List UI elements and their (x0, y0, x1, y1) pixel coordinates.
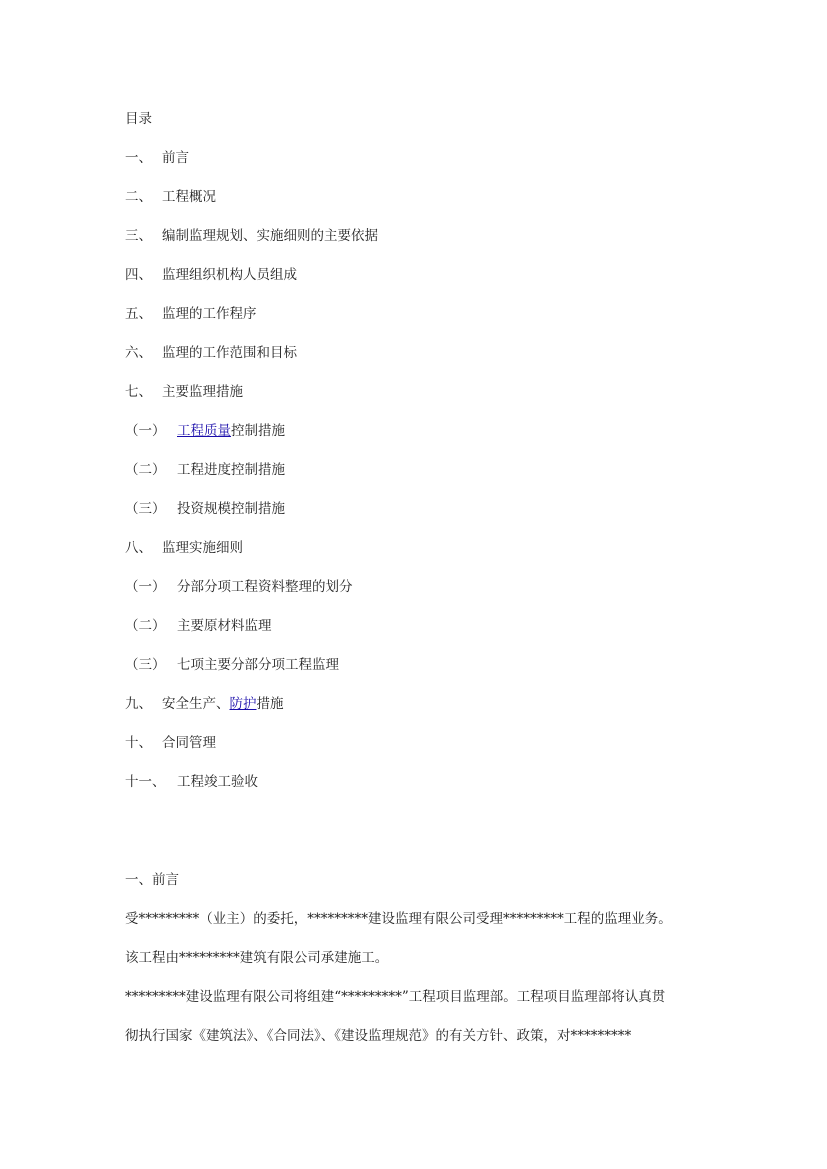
toc-item-text: 工程竣工验收 (177, 774, 258, 790)
toc-item-text: 监理的工作范围和目标 (162, 345, 297, 361)
paragraph-line: *********建设监理有限公司将组建“*********”工程项目监理部。工程项目监理部将认真贯 (125, 989, 666, 1005)
toc-item-number: （二） (125, 618, 166, 634)
toc-item (125, 461, 285, 479)
toc-item-number: 四、 (125, 267, 152, 283)
toc-item (125, 227, 378, 245)
toc-item-text: 编制监理规划、实施细则的主要依据 (162, 228, 378, 244)
toc-item-text: 前言 (162, 150, 189, 166)
toc-item-text: 投资规模控制措施 (177, 501, 285, 517)
toc-item (125, 149, 189, 167)
toc-item-number: （一） (125, 579, 166, 595)
toc-item-number: （一） (125, 423, 166, 439)
toc-item (125, 539, 243, 557)
toc-item (125, 656, 339, 674)
toc-item-number: （二） (125, 462, 166, 478)
toc-item (125, 617, 272, 635)
paragraph-line: 彻执行国家《建筑法》、《合同法》、《建设监理规范》的有关方针、政策，对********* (125, 1028, 632, 1044)
toc-item (125, 578, 353, 596)
toc-item-number: 十一、 (125, 774, 166, 790)
toc-item-number: 二、 (125, 189, 152, 205)
toc-item-text: 控制措施 (231, 423, 285, 439)
toc-item (125, 773, 258, 791)
toc-item-text: 工程概况 (162, 189, 216, 205)
toc-item (125, 695, 284, 713)
toc-title: 目录 (125, 111, 152, 127)
paragraph-line: 该工程由*********建筑有限公司承建施工。 (125, 950, 389, 966)
toc-item-number: 八、 (125, 540, 152, 556)
toc-item-number: 三、 (125, 228, 152, 244)
section-heading: 一、前言 (125, 872, 179, 888)
toc-item (125, 500, 285, 518)
toc-item (125, 383, 243, 401)
toc-item-text: 主要监理措施 (162, 384, 243, 400)
toc-item-text: 措施 (256, 696, 284, 712)
toc-item-text: 主要原材料监理 (177, 618, 272, 634)
toc-item-text: 分部分项工程资料整理的划分 (177, 579, 353, 595)
toc-item (125, 188, 216, 206)
toc-item (125, 734, 216, 752)
toc-item-number: 七、 (125, 384, 152, 400)
toc-item-number: 六、 (125, 345, 152, 361)
toc-item-link-protection[interactable]: 防护 (229, 696, 257, 712)
toc-item (125, 344, 297, 362)
toc-item-number: （三） (125, 501, 166, 517)
toc-item-text: 监理实施细则 (162, 540, 243, 556)
toc-item (125, 422, 285, 440)
toc-item (125, 305, 257, 323)
toc-item-number: （三） (125, 657, 166, 673)
toc-item-text: 监理的工作程序 (162, 306, 257, 322)
toc-item-link-engineering-quality[interactable]: 工程质量 (177, 423, 231, 439)
toc-item-text: 工程进度控制措施 (177, 462, 285, 478)
toc-item-text: 安全生产、 (162, 696, 230, 712)
toc-item-number: 九、 (125, 696, 152, 712)
toc-item-text: 监理组织机构人员组成 (162, 267, 297, 283)
toc-item-text: 七项主要分部分项工程监理 (177, 657, 339, 673)
toc-item-text: 合同管理 (162, 735, 216, 751)
toc-item-number: 十、 (125, 735, 152, 751)
toc-item (125, 266, 297, 284)
toc-item-number: 一、 (125, 150, 152, 166)
toc-item-number: 五、 (125, 306, 152, 322)
paragraph-line: 受*********（业主）的委托，*********建设监理有限公司受理*********工程的监理业务。 (125, 911, 672, 927)
